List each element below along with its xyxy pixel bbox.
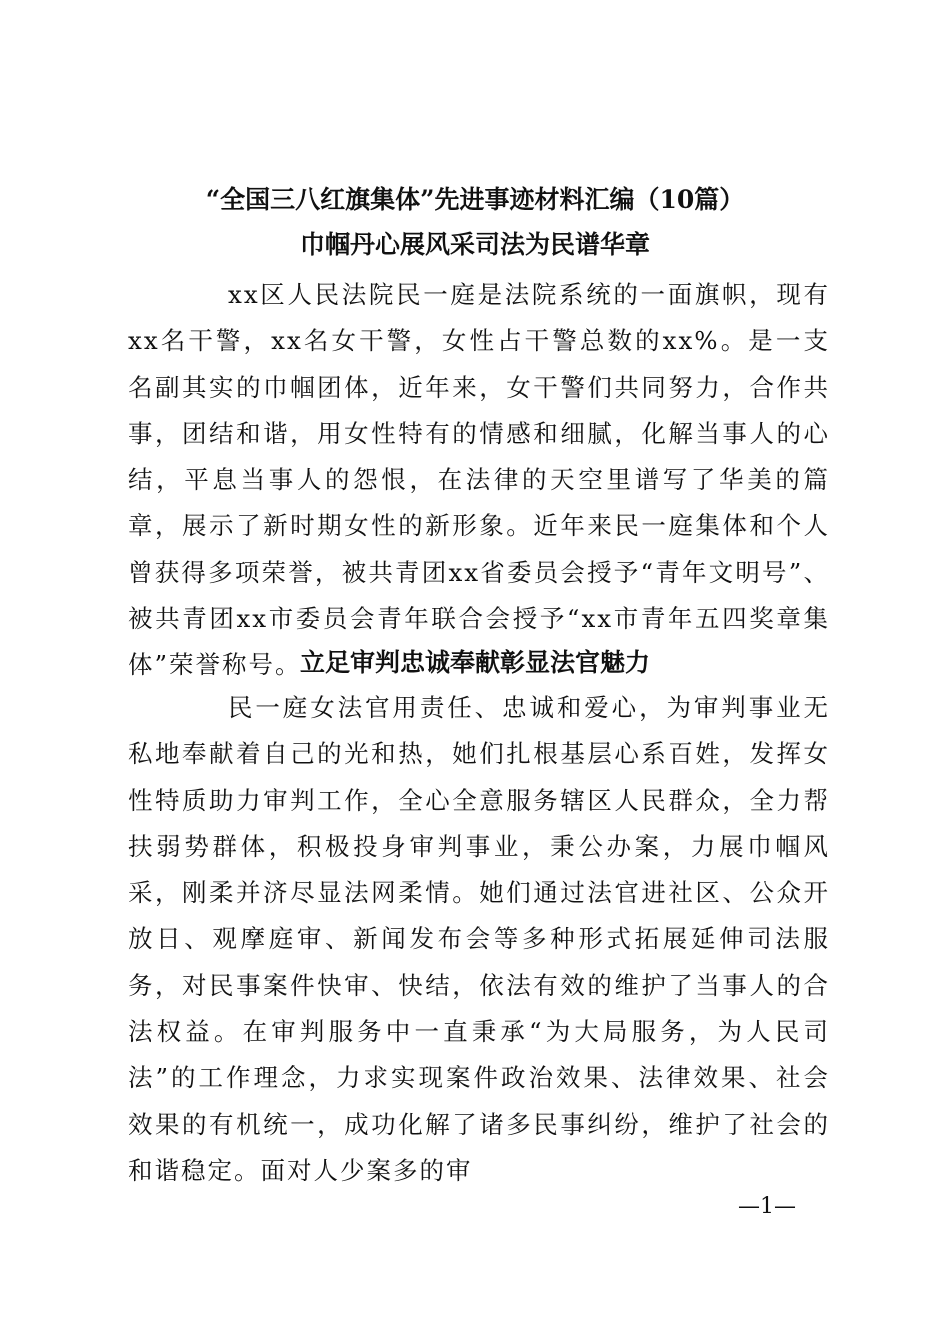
section-1-body — [128, 272, 830, 689]
section-1-heading: 巾帼丹心展风采司法为民谱华章 — [299, 230, 650, 259]
document-title: “全国三八红旗集体”先进事迹材料汇编（10篇） — [205, 185, 745, 214]
section-2-heading: 立足审判忠诚奉献彰显法官魅力 — [299, 648, 650, 677]
section-2-paragraph: 民一庭女法官用责任、忠诚和爱心，为审判事业无私地奉献着自己的光和热，她们扎根基层心系百姓，发挥女性特质助力审判工作，全心全意服务辖区人民群众，全力帮扶弱势群体，积极投身审判事业，秉公办案，力展巾帼风采，刚柔并济尽显法网柔情。她们通过法官进社区、公众开放日、观摩庭审、新闻发布会等多种形式拓展延伸司法服务，对民事案件快审、快结，依法有效的维护了当事人的合法权益。在审判服务中一直秉承“为大局服务，为人民司法”的工作理念，力求实现案件政治效果、法律效果、社会效果的有机统一，成功化解了诸多民事纠纷，维护了社会的和谐稳定。面对人少案多的审 — [128, 693, 830, 1185]
section-2-body — [128, 685, 830, 1194]
section-1-paragraph: xx区人民法院民一庭是法院系统的一面旗帜，现有xx名干警，xx名女干警，女性占干警总数的xx%。是一支名副其实的巾帼团体，近年来，女干警们共同努力，合作共事，团结和谐，用女性特有的情感和细腻，化解当事人的心结，平息当事人的怨恨，在法律的天空里谱写了华美的篇章，展示了新时期女性的新形象。近年来民一庭集体和个人曾获得多项荣誉，被共青团xx省委员会授予“青年文明号”、被共青团xx市委员会青年联合会授予“xx市青年五四奖章集体”荣誉称号。 — [128, 280, 830, 680]
page-number: —1— — [738, 1194, 796, 1219]
